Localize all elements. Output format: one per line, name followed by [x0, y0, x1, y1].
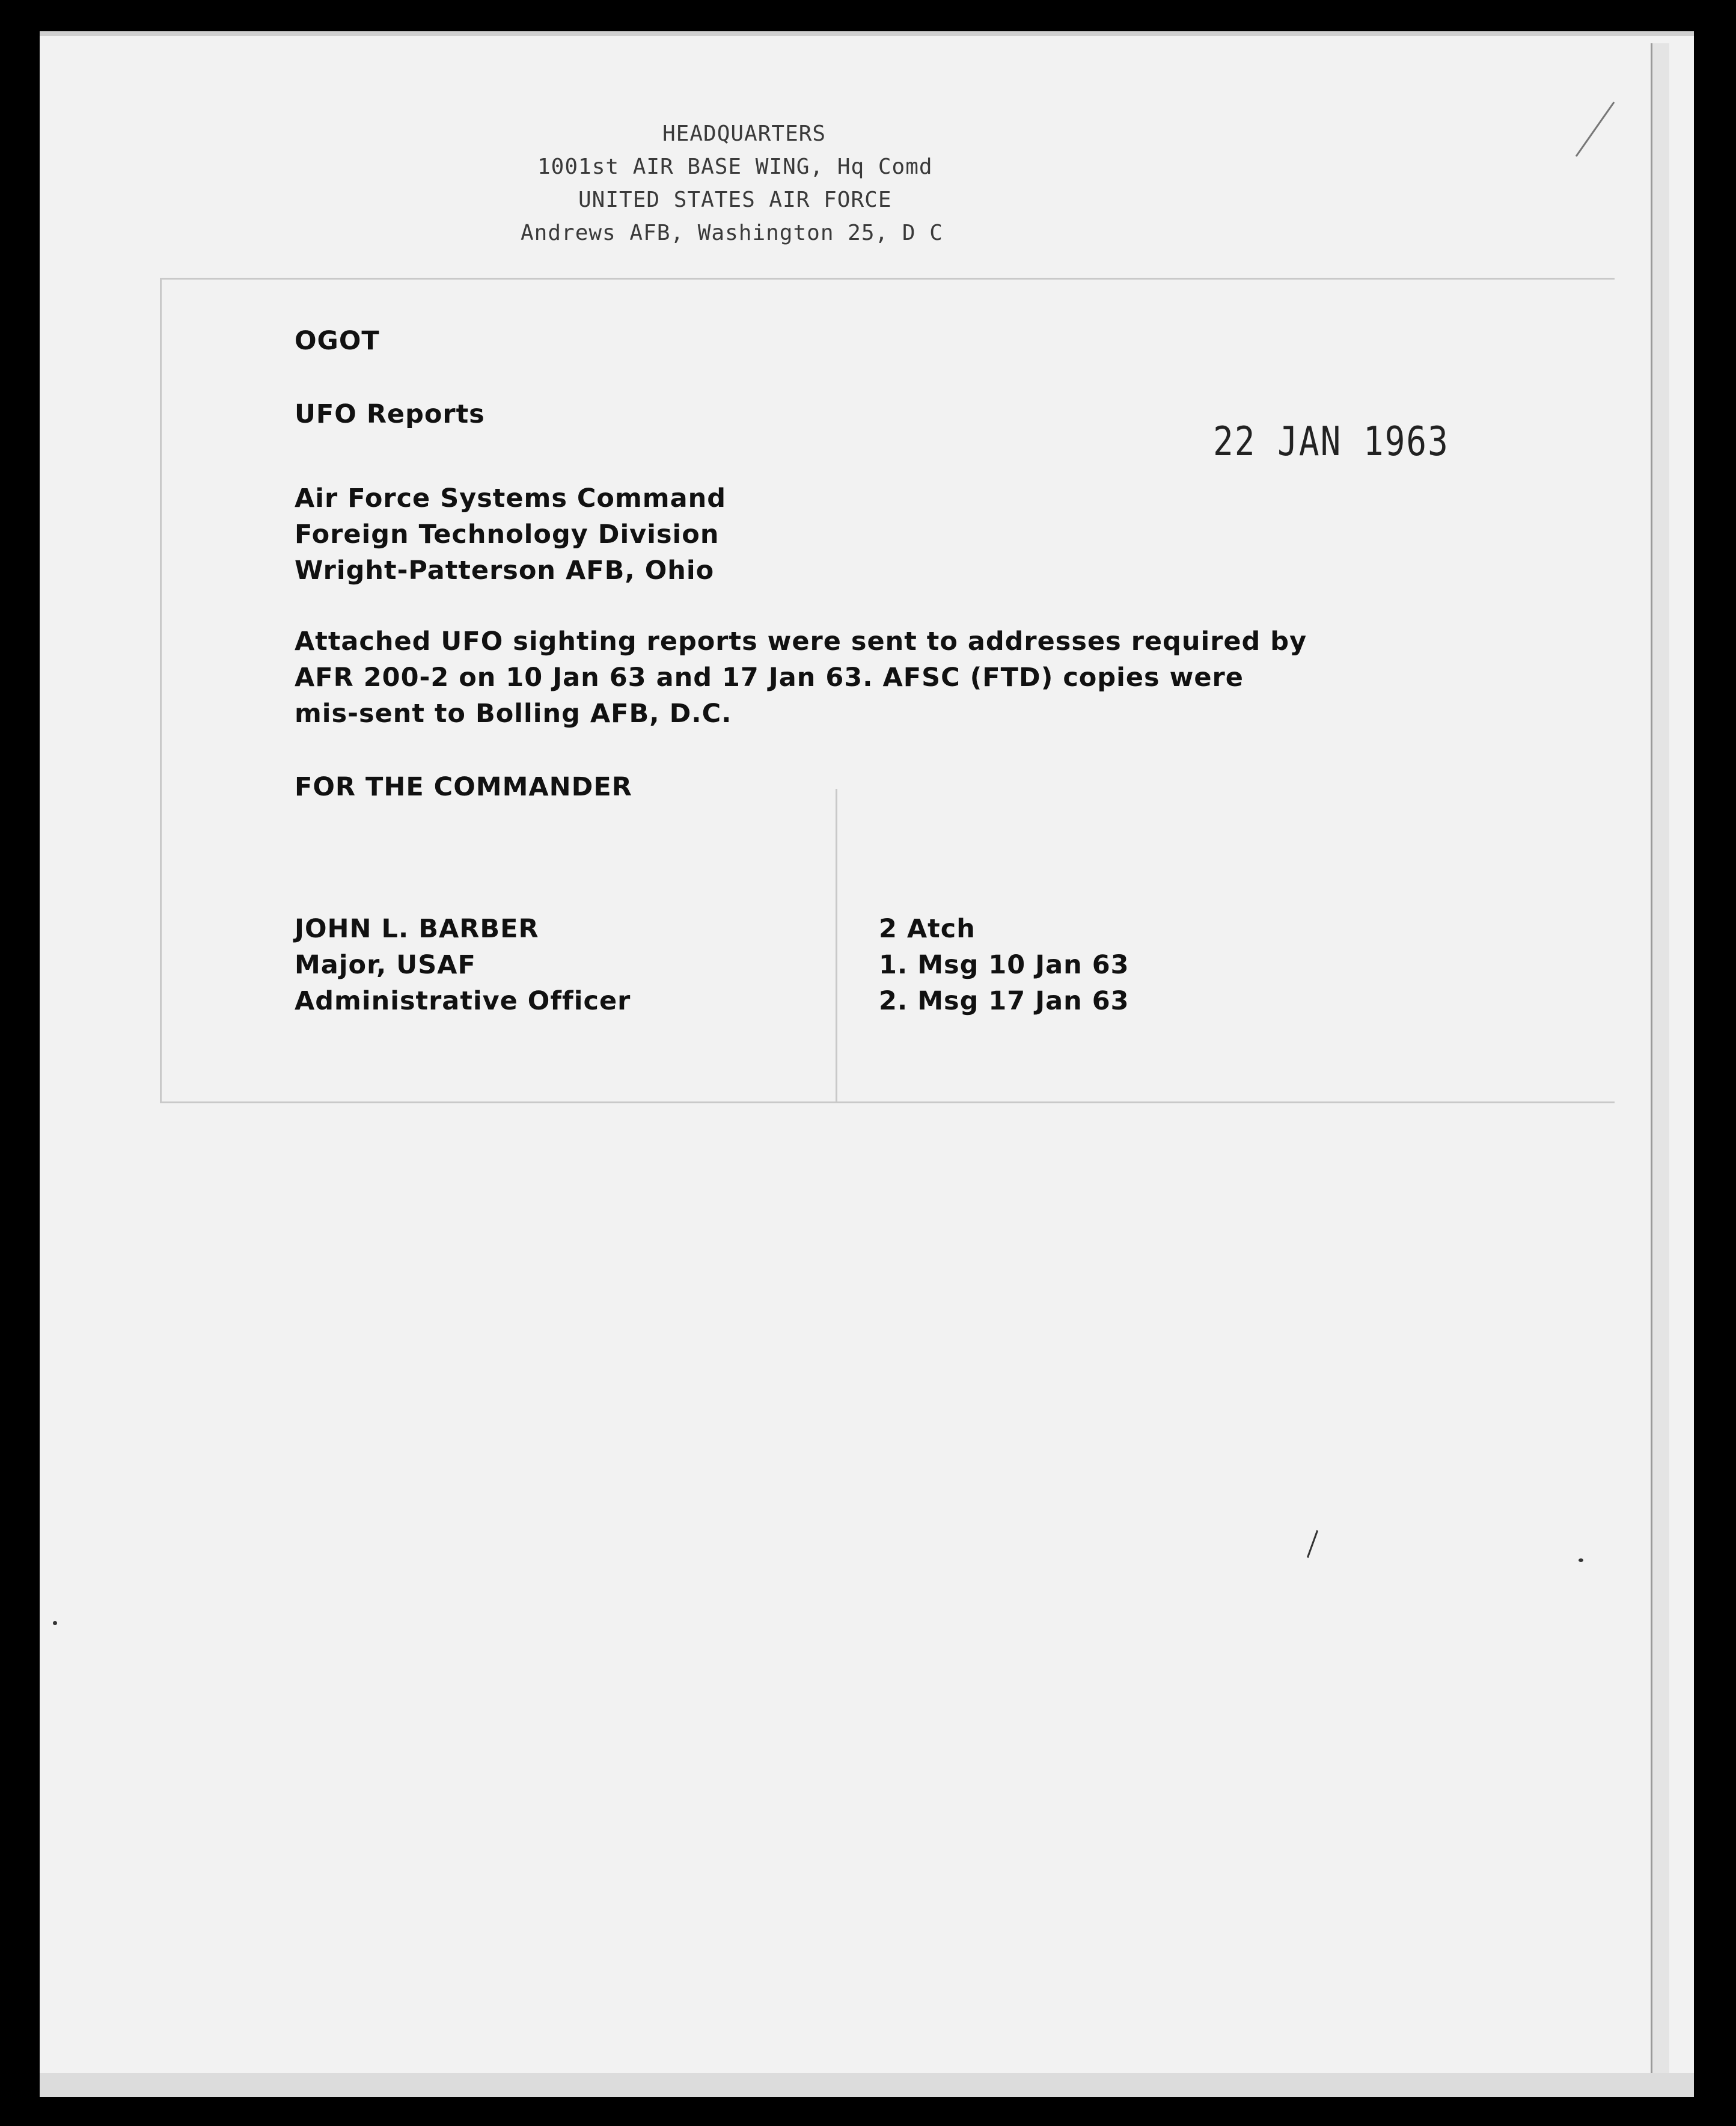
signature-title: Administrative Officer [295, 986, 631, 1016]
page-right-edge [1651, 43, 1669, 2088]
attachment-item: 1. Msg 10 Jan 63 [879, 950, 1129, 980]
body-line-2: AFR 200-2 on 10 Jan 63 and 17 Jan 63. AFSC (FTD) copies were [295, 663, 1244, 693]
scan-speck [53, 1621, 57, 1625]
letterhead-line-4: Andrews AFB, Washington 25, D C [521, 221, 943, 245]
date-stamp: 22 JAN 1963 [1213, 418, 1449, 465]
body-line-1: Attached UFO sighting reports were sent to addresses required by [295, 626, 1307, 657]
signature-rank: Major, USAF [295, 950, 476, 980]
addressee-line-1: Air Force Systems Command [295, 483, 726, 513]
show-through-rule [160, 1101, 1615, 1103]
attachment-count: 2 Atch [879, 914, 976, 944]
attachment-item: 2. Msg 17 Jan 63 [879, 986, 1129, 1016]
body-line-3: mis-sent to Bolling AFB, D.C. [295, 699, 732, 729]
reference-symbol: OGOT [295, 326, 380, 356]
letterhead-line-2: 1001st AIR BASE WING, Hq Comd [537, 155, 933, 179]
scan-stroke [1307, 1530, 1318, 1558]
show-through-rule [836, 789, 837, 1101]
scan-speck [1579, 1558, 1583, 1562]
signature-name: JOHN L. BARBER [295, 914, 539, 944]
letterhead-line-3: UNITED STATES AIR FORCE [578, 188, 892, 212]
scan-stroke [1576, 102, 1615, 157]
closing-line: FOR THE COMMANDER [295, 772, 632, 802]
letterhead-line-1: HEADQUARTERS [662, 121, 827, 146]
show-through-rule [160, 278, 162, 1101]
document-page [40, 31, 1694, 2097]
subject-line: UFO Reports [295, 399, 485, 429]
addressee-line-3: Wright-Patterson AFB, Ohio [295, 556, 715, 586]
addressee-line-2: Foreign Technology Division [295, 519, 720, 550]
show-through-rule [160, 278, 1615, 280]
page-edge-top [40, 31, 1694, 36]
page-edge-bottom [40, 2073, 1694, 2097]
